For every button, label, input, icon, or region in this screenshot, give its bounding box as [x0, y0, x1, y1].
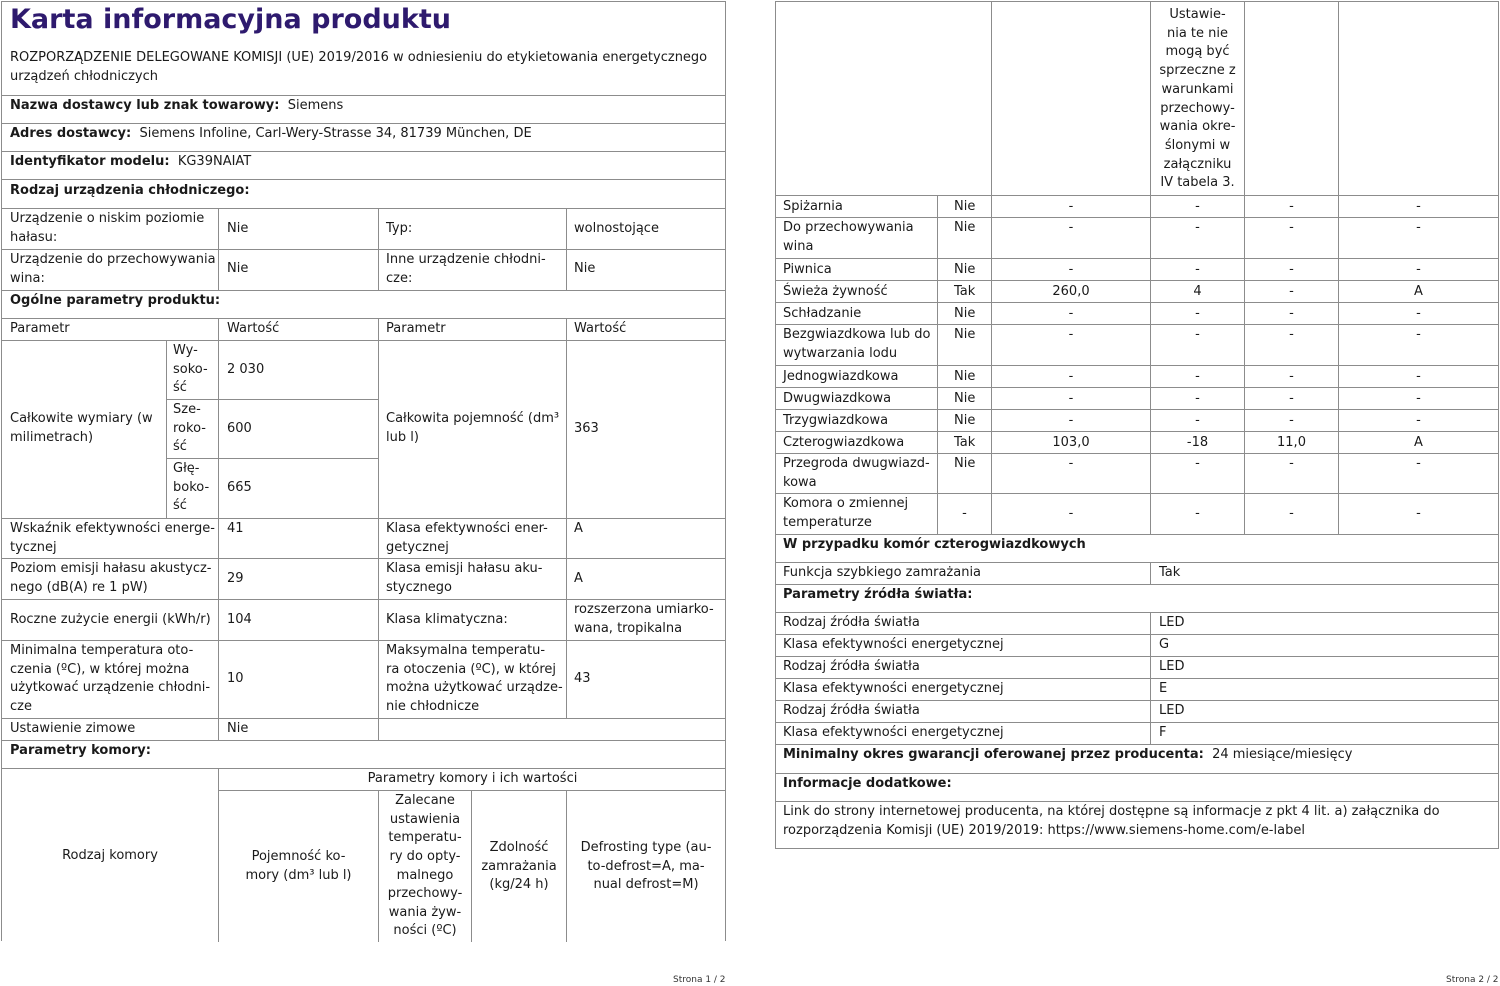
compartment-volume: -	[1068, 390, 1074, 406]
compartment-freeze: -	[1289, 305, 1294, 321]
compartment-present: Nie	[954, 412, 976, 428]
additional-text-1: Link do strony internetowej producenta, na której dostępne są informacje z pkt 4 lit. a) załącznika do	[783, 804, 1440, 819]
compartment-temp: -	[1195, 506, 1200, 522]
compartment-volume: -	[1068, 261, 1074, 277]
min-temp-label-1: Minimalna temperatura oto-	[10, 643, 194, 658]
wine-label-2: wina:	[10, 271, 45, 286]
page-number-2: Strona 2 / 2	[1446, 975, 1499, 985]
supplier-value: Siemens	[287, 98, 344, 113]
note-header-line: IV tabela 3.	[1160, 175, 1235, 191]
compartment-volume: 103,0	[1052, 434, 1090, 450]
compartment-name: Czterogwiazdkowa	[783, 434, 905, 450]
compartment-present: Nie	[954, 456, 976, 471]
note-header-line: wania okre-	[1159, 119, 1236, 135]
comp-freeze-header-1: Zdolność	[489, 840, 549, 855]
header-value-2: Wartość	[574, 321, 627, 336]
light-row-label: Klasa efektywności energetycznej	[783, 681, 1004, 696]
width-label-3: ść	[173, 439, 187, 454]
compartment-freeze: -	[1289, 456, 1294, 471]
compartment-present: Tak	[954, 283, 976, 299]
fast-freeze-value: Tak	[1159, 565, 1181, 580]
note-header-line: sprzeczne z	[1159, 63, 1236, 79]
energy-class-label-1: Klasa efektywności ener-	[386, 521, 548, 536]
compartment-name: Dwugwiazdkowa	[783, 390, 892, 406]
compartment-name: Świeża żywność	[783, 283, 888, 299]
compartment-volume: -	[1068, 305, 1074, 321]
depth-label-3: ść	[173, 498, 187, 513]
dims-label-2: milimetrach)	[10, 430, 94, 445]
max-temp-value: 43	[574, 671, 591, 686]
compartment-name: wytwarzania lodu	[783, 345, 898, 361]
depth-label-1: Głę-	[173, 461, 200, 476]
energy-class-label-2: getycznej	[386, 540, 449, 555]
noise-label-2: nego (dB(A) re 1 pW)	[10, 580, 148, 595]
model-label: Identyfikator modelu:	[10, 154, 170, 169]
max-temp-label-1: Maksymalna temperatu-	[386, 643, 546, 658]
compartment-volume: -	[1068, 220, 1074, 235]
compartment-defrost: -	[1416, 327, 1421, 342]
type-value: wolnostojące	[574, 221, 659, 236]
comp-temp-header-8: ności (ºC)	[393, 923, 457, 938]
width-value: 600	[227, 421, 252, 436]
compartment-temp: -	[1195, 327, 1200, 342]
compartment-temp: -	[1195, 305, 1200, 321]
compartment-defrost: -	[1416, 506, 1421, 522]
noise-label-1: Poziom emisji hałasu akustycz-	[10, 561, 212, 576]
light-row-value: G	[1159, 637, 1170, 652]
page-1	[1, 1, 726, 941]
compartment-name: kowa	[783, 474, 817, 490]
compartment-temp: -18	[1186, 434, 1209, 450]
light-row-value: LED	[1159, 703, 1185, 718]
eei-value: 41	[227, 521, 244, 536]
compartment-name: Przegroda dwugwiazd-	[783, 456, 930, 471]
compartment-freeze: 11,0	[1277, 434, 1306, 450]
comp-defrost-header-3: nual defrost=M)	[593, 877, 699, 892]
comp-defrost-header-2: to-defrost=A, ma-	[587, 859, 705, 874]
depth-value: 665	[227, 480, 252, 495]
page-number-1: Strona 1 / 2	[673, 975, 726, 985]
note-header-line: przechowy-	[1160, 100, 1235, 116]
winter-value: Nie	[227, 721, 249, 736]
compartment-present: -	[962, 506, 967, 522]
compartment-defrost: -	[1416, 412, 1421, 428]
compartment-temp: -	[1195, 368, 1200, 384]
light-row-label: Rodzaj źródła światła	[783, 659, 920, 674]
min-temp-label-3: użytkować urządzenie chłodni-	[10, 680, 211, 695]
noise-class-label-1: Klasa emisji hałasu aku-	[386, 561, 543, 576]
compartment-present: Tak	[954, 434, 976, 450]
compartment-freeze: -	[1289, 261, 1294, 277]
note-header-line: mogą być	[1165, 44, 1230, 60]
model-value: KG39NAIAT	[177, 154, 252, 169]
compartment-present: Nie	[954, 220, 976, 235]
other-label-2: cze:	[386, 271, 413, 286]
energy-class-value: A	[574, 521, 583, 536]
general-heading: Ogólne parametry produktu:	[10, 293, 221, 308]
capacity-label-1: Całkowita pojemność (dm³	[386, 411, 560, 426]
header-value-1: Wartość	[227, 321, 280, 336]
light-row-label: Rodzaj źródła światła	[783, 615, 920, 630]
dims-label-1: Całkowite wymiary (w	[10, 411, 153, 426]
compartment-volume: -	[1068, 327, 1074, 342]
low-noise-value: Nie	[227, 221, 249, 236]
additional-heading: Informacje dodatkowe:	[783, 776, 952, 791]
light-row-label: Rodzaj źródła światła	[783, 703, 920, 718]
climate-value-2: wana, tropikalna	[574, 621, 683, 636]
compartment-freeze: -	[1289, 412, 1294, 428]
header-param-2: Parametr	[386, 321, 446, 336]
comp-defrost-header-1: Defrosting type (au-	[580, 840, 712, 855]
comp-temp-header-3: temperatu-	[388, 830, 462, 845]
min-temp-label-2: czenia (ºC), w której można	[10, 662, 190, 677]
compartment-name: Bezgwiazdkowa lub do	[783, 327, 931, 342]
compartment-freeze: -	[1289, 390, 1294, 406]
compartment-name: Trzygwiazdkowa	[783, 412, 889, 428]
comp-temp-header-5: malnego	[396, 868, 454, 883]
compartment-name: Komora o zmiennej	[783, 496, 909, 511]
light-row-value: F	[1159, 725, 1167, 740]
compartment-present: Nie	[954, 198, 976, 214]
comp-params-header: Parametry komory i ich wartości	[367, 771, 578, 786]
compartment-freeze: -	[1289, 283, 1294, 299]
noise-class-value: A	[574, 571, 583, 586]
comp-temp-header-4: ry do opty-	[389, 849, 461, 864]
eei-label-1: Wskaźnik efektywności energe-	[10, 521, 215, 536]
compartment-defrost: -	[1416, 220, 1421, 235]
compartment-freeze: -	[1289, 368, 1294, 384]
comp-type-header: Rodzaj komory	[62, 848, 158, 863]
note-header-line: załączniku	[1163, 156, 1232, 172]
compartment-volume: -	[1068, 368, 1074, 384]
comp-temp-header-7: wania żyw-	[388, 905, 462, 920]
compartment-name: temperaturze	[783, 514, 872, 530]
compartment-defrost: -	[1416, 261, 1421, 277]
max-temp-label-3: można użytkować urządze-	[386, 680, 563, 695]
warranty-value: 24 miesiące/miesięcy	[1212, 747, 1353, 762]
compartment-temp: -	[1195, 412, 1200, 428]
compartment-freeze: -	[1289, 220, 1294, 235]
supplier-label: Nazwa dostawcy lub znak towarowy:	[10, 98, 280, 113]
light-row-value: LED	[1159, 659, 1185, 674]
compartment-name: Spiżarnia	[783, 198, 843, 214]
light-row-value: E	[1159, 681, 1168, 696]
compartment-name: Schładzanie	[783, 305, 862, 321]
annual-value: 104	[227, 612, 252, 627]
light-row-value: LED	[1159, 615, 1185, 630]
compartment-freeze: -	[1289, 327, 1294, 342]
low-noise-label-1: Urządzenie o niskim poziomie	[10, 211, 205, 226]
climate-label: Klasa klimatyczna:	[386, 612, 508, 627]
compartment-present: Nie	[954, 261, 976, 277]
additional-text-2: rozporządzenia Komisji (UE) 2019/2019: https://www.siemens-home.com/e-label	[783, 823, 1305, 838]
compartment-defrost: -	[1416, 390, 1421, 406]
capacity-value: 363	[574, 421, 599, 436]
comp-freeze-header-3: (kg/24 h)	[489, 877, 549, 892]
regulation-line-2: urządzeń chłodniczych	[10, 69, 159, 84]
light-row-label: Klasa efektywności energetycznej	[783, 725, 1004, 740]
page-2	[775, 1, 1499, 849]
light-heading: Parametry źródła światła:	[783, 587, 973, 602]
comp-temp-header-6: przechowy-	[387, 886, 463, 901]
min-temp-label-4: cze	[10, 699, 32, 714]
low-noise-label-2: hałasu:	[10, 230, 58, 245]
device-type-heading: Rodzaj urządzenia chłodniczego:	[10, 183, 250, 198]
compartment-volume: -	[1068, 412, 1074, 428]
compartment-defrost: -	[1416, 305, 1421, 321]
annual-label: Roczne zużycie energii (kWh/r)	[10, 612, 211, 627]
compartment-defrost: -	[1416, 368, 1421, 384]
compartment-freeze: -	[1289, 198, 1294, 214]
compartment-present: Nie	[954, 327, 976, 342]
compartment-volume: 260,0	[1052, 283, 1090, 299]
header-param-1: Parametr	[10, 321, 70, 336]
comp-volume-header-1: Pojemność ko-	[251, 849, 346, 864]
four-star-heading: W przypadku komór czterogwiazdkowych	[783, 537, 1086, 552]
compartment-volume: -	[1068, 506, 1074, 522]
comp-temp-header-1: Zalecane	[395, 793, 455, 808]
regulation-line-1: ROZPORZĄDZENIE DELEGOWANE KOMISJI (UE) 2019/2016 w odniesieniu do etykietowania energetycznego	[10, 50, 708, 65]
compartment-temp: -	[1195, 390, 1200, 406]
page-title: Karta informacyjna produktu	[10, 4, 451, 35]
compartment-present: Nie	[954, 368, 976, 384]
comp-freeze-header-2: zamrażania	[481, 859, 557, 874]
noise-value: 29	[227, 571, 244, 586]
compartment-heading: Parametry komory:	[10, 743, 151, 758]
wine-label-1: Urządzenie do przechowywania	[10, 252, 216, 267]
compartment-name: wina	[783, 238, 814, 254]
compartment-defrost: A	[1414, 434, 1423, 450]
compartment-temp: -	[1195, 456, 1200, 471]
compartment-temp: -	[1195, 220, 1200, 235]
depth-label-2: boko-	[173, 480, 210, 495]
note-header-line: ślonymi w	[1164, 137, 1231, 153]
capacity-label-2: lub l)	[386, 430, 419, 445]
climate-value-1: rozszerzona umiarko-	[574, 602, 714, 617]
note-header-line: Ustawie-	[1169, 7, 1226, 22]
width-label-1: Sze-	[173, 402, 201, 417]
compartment-name: Jednogwiazdkowa	[783, 368, 899, 384]
compartment-present: Nie	[954, 305, 976, 321]
min-temp-value: 10	[227, 671, 244, 686]
height-label-1: Wy-	[173, 343, 198, 358]
type-label: Typ:	[386, 221, 413, 236]
comp-volume-header-2: mory (dm³ lub l)	[245, 868, 352, 883]
compartment-temp: 4	[1193, 283, 1202, 299]
other-label-1: Inne urządzenie chłodni-	[386, 252, 546, 267]
fast-freeze-label: Funkcja szybkiego zamrażania	[783, 565, 982, 580]
address-value: Siemens Infoline, Carl-Wery-Strasse 34, 81739 München, DE	[139, 126, 532, 141]
compartment-temp: -	[1195, 198, 1200, 214]
max-temp-label-4: nie chłodnicze	[386, 699, 480, 714]
compartment-temp: -	[1195, 261, 1200, 277]
compartment-present: Nie	[954, 390, 976, 406]
height-label-2: soko-	[173, 362, 208, 377]
compartment-freeze: -	[1289, 506, 1294, 522]
max-temp-label-2: ra otoczenia (ºC), w której	[386, 662, 556, 677]
note-header-line: warunkami	[1161, 81, 1234, 97]
note-header-line: nia te nie	[1166, 25, 1229, 41]
compartment-defrost: -	[1416, 198, 1421, 214]
wine-value: Nie	[227, 261, 249, 276]
comp-temp-header-2: ustawienia	[389, 812, 461, 827]
eei-label-2: tycznej	[10, 540, 57, 555]
height-value: 2 030	[227, 362, 265, 377]
light-row-label: Klasa efektywności energetycznej	[783, 637, 1004, 652]
address-label: Adres dostawcy:	[10, 126, 132, 141]
winter-label: Ustawienie zimowe	[10, 721, 136, 736]
noise-class-label-2: stycznego	[386, 580, 452, 595]
compartment-defrost: -	[1416, 456, 1421, 471]
compartment-name: Piwnica	[783, 261, 832, 277]
height-label-3: ść	[173, 380, 187, 395]
compartment-name: Do przechowywania	[783, 220, 914, 235]
warranty-label: Minimalny okres gwarancji oferowanej przez producenta:	[783, 747, 1204, 762]
width-label-2: roko-	[173, 421, 206, 436]
other-value: Nie	[574, 261, 596, 276]
compartment-volume: -	[1068, 198, 1074, 214]
compartment-volume: -	[1068, 456, 1074, 471]
compartment-defrost: A	[1414, 283, 1423, 299]
